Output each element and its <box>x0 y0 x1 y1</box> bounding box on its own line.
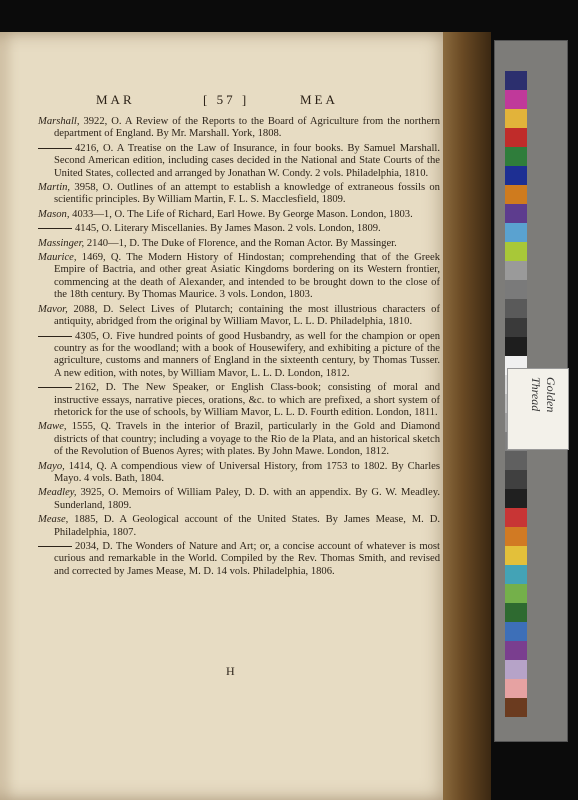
color-swatch <box>505 527 527 546</box>
entry-text: 2088, D. Select Lives of Plutarch; containing the most illustrious characters of antiquity, abridged from the original by William Mavor, L. L. D. Philadelphia, 1810. <box>54 303 440 328</box>
entry-text: 1885, D. A Geological account of the United States. By James Mease, M. D. Philadelphia, 1807. <box>54 514 440 538</box>
entry-author: Marshall, <box>38 116 84 127</box>
color-swatch <box>505 166 527 185</box>
color-swatch <box>505 337 527 356</box>
entry-text: 1414, Q. A compendious view of Universal History, from 1753 to 1802. By Charles Mayo. 4 vols. Bath, 1804. <box>54 460 440 484</box>
header-left: MAR <box>96 92 135 107</box>
color-swatch <box>505 318 527 337</box>
entry-text: 4145, O. Literary Miscellanies. By James Mason. 2 vols. London, 1809. <box>75 223 381 235</box>
entry <box>38 541 440 578</box>
ditto-dash <box>38 228 72 229</box>
entry-text: 4305, O. Five hundred points of good Husbandry, as well for the champion or open country as for the woodland; with a book of Housewifery, and exhibiting a picture of the agriculture, customs and manners of England in the sixteenth century, by Thomas Tusser. A new edition, with notes, by William Mavor, L. L. D. London, 1812. <box>54 330 440 379</box>
color-swatch <box>505 451 527 470</box>
color-swatch <box>505 584 527 603</box>
color-swatch <box>505 204 527 223</box>
entry-text: 2162, D. The New Speaker, or English Class-book; consisting of moral and instructive essays, narrative pieces, orations, &c. to which are prefixed, a short system of rhetorick for the use of schools, by William Mavor, L. L. D. Fourth edition. London, 1811. <box>54 382 440 418</box>
color-swatch <box>505 641 527 660</box>
golden-thread-label <box>507 368 569 450</box>
entry-text: 2034, D. The Wonders of Nature and Art; or, a concise account of whatever is most curious and remarkable in the World. Compiled by the Rev. Thomas Smith, and revised and corrected by James Mease, M. D. 14 vols. Philadelphia, 1806. <box>54 541 440 577</box>
entry <box>38 331 440 381</box>
entry-text: 4033—1, O. The Life of Richard, Earl Howe. By George Mason. London, 1803. <box>72 208 413 220</box>
entry-author: Maurice, <box>38 252 82 264</box>
entry-author: Mayo, <box>38 460 69 472</box>
entry-text: 3922, O. A Review of the Reports to the Board of Agriculture from the northern department of England. By Mr. Marshall. York, 1808. <box>54 116 440 140</box>
entry <box>38 182 440 207</box>
entry <box>38 252 440 302</box>
color-swatch <box>505 223 527 242</box>
color-swatch <box>505 90 527 109</box>
entry-author: Mease, <box>38 514 75 526</box>
entry-author: Mason, <box>38 208 73 220</box>
color-swatch <box>505 622 527 641</box>
color-swatch <box>505 470 527 489</box>
entry-author: Mawe, <box>38 421 72 433</box>
color-swatch <box>505 185 527 204</box>
header-right: MEA <box>300 92 338 107</box>
entry <box>38 461 440 486</box>
color-swatch <box>505 660 527 679</box>
entry-text: 1555, Q. Travels in the interior of Brazil, particularly in the Gold and Diamond districts of that country; including a voyage to the Rio de la Plata, and an historical sketch of the Revolution of Buenos Ayres; with plates. By John Mawe. London, 1812. <box>54 421 441 458</box>
color-swatch <box>505 489 527 508</box>
entry-author: Massinger, <box>38 237 87 249</box>
book-binding <box>443 32 491 800</box>
color-swatch <box>505 603 527 622</box>
entry <box>38 223 440 235</box>
color-swatch <box>505 546 527 565</box>
entry <box>38 514 440 539</box>
bibliography-entries <box>38 116 440 580</box>
ditto-dash <box>38 387 72 388</box>
color-swatch <box>505 679 527 698</box>
entry <box>38 209 440 221</box>
entry <box>38 487 440 512</box>
entry <box>38 421 440 458</box>
color-swatch <box>505 565 527 584</box>
color-swatch <box>505 698 527 717</box>
ditto-dash <box>38 336 72 337</box>
entry <box>38 382 440 419</box>
page-header <box>0 92 455 112</box>
entry-text: 3958, O. Outlines of an attempt to establish a knowledge of extraneous fossils on scientific principles. By William Martin, F. L. S. Macclesfield, 1809. <box>54 182 440 206</box>
color-swatch <box>505 280 527 299</box>
entry-text: 4216, O. A Treatise on the Law of Insurance, in four books. By Samuel Marshall. Second American edition, including cases decided in the National and State Courts of the United States, collected and arranged by Jonathan W. Condy. 2 vols. Philadelphia, 1810. <box>54 142 440 179</box>
color-swatch <box>505 147 527 166</box>
entry-text: 1469, Q. The Modern History of Hindostan; comprehending that of the Greek Empire of Bactria, and other great Asiatic Kingdoms bordering on its Western frontier, commencing at the death of Alexander, and intended to be brought down to the close of the 18th century. By Thomas Maurice. 3 vols. London, 1803. <box>54 252 440 301</box>
color-swatch <box>505 109 527 128</box>
color-swatch <box>505 242 527 261</box>
color-swatch <box>505 128 527 147</box>
color-swatch <box>505 508 527 527</box>
page-number: [ 57 ] <box>203 92 250 107</box>
entry-author: Mavor, <box>38 303 74 315</box>
ditto-dash <box>38 148 72 149</box>
entry <box>38 304 440 329</box>
signature-mark: H <box>226 664 235 678</box>
ditto-dash <box>38 546 72 547</box>
color-swatch <box>505 299 527 318</box>
entry-author: Martin, <box>38 182 75 194</box>
color-swatch <box>505 71 527 90</box>
label-text: Golden Thread <box>529 377 558 413</box>
entry-text: 2140—1, D. The Duke of Florence, and the Roman Actor. By Massinger. <box>86 237 397 249</box>
entry <box>38 116 440 141</box>
entry <box>38 143 440 180</box>
color-swatch <box>505 261 527 280</box>
entry-author: Meadley, <box>38 487 81 499</box>
entry-text: 3925, O. Memoirs of William Paley, D. D. with an appendix. By G. W. Meadley. Sunderland, 1809. <box>54 487 440 511</box>
entry <box>38 238 440 250</box>
